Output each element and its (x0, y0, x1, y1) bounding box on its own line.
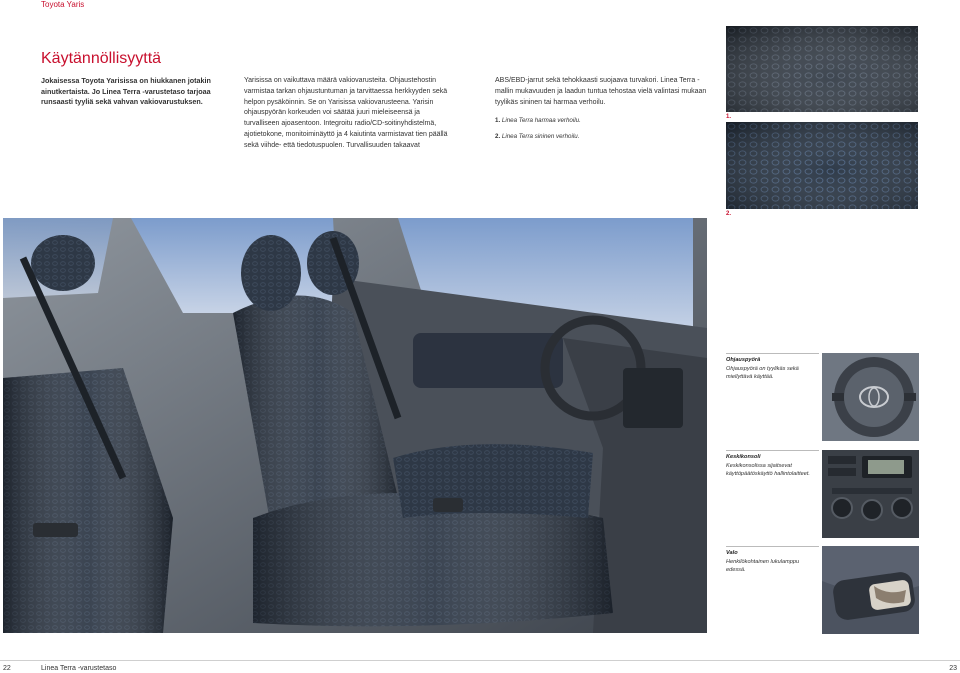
detail-console-title: Keskikonsoli (726, 454, 761, 460)
detail-steering-title: Ohjauspyörä (726, 357, 761, 363)
page-title: Käytännöllisyyttä (41, 50, 162, 67)
footer-section-name: Linea Terra -varustetaso (41, 665, 117, 672)
detail-light (726, 546, 819, 575)
fabric-captions (495, 116, 711, 141)
steering-wheel-photo (822, 353, 919, 441)
page-number-right: 23 (949, 665, 957, 672)
detail-steering (726, 353, 819, 382)
caption-2 (495, 132, 711, 141)
caption-1-num: 1. (495, 117, 501, 125)
fabric-swatch-blue (726, 122, 918, 209)
interior-photo (3, 218, 707, 633)
detail-console-text: Keskikonsolissa sijaitsevat käyttöpäätöskäyttö hallintolaitteet. (726, 462, 810, 477)
detail-console (726, 450, 819, 479)
detail-light-title: Valo (726, 550, 738, 556)
footer-rule (0, 660, 960, 661)
body-text-1: Yarisissa on vaikuttava määrä vakiovarusteita. Ohjaustehostin varmistaa tarkan ohjaustuntuman ja tarvittaessa herkkyyden sekä helpon pysäköinnin. Se on Yarisissa vakiovarusteena. Yarisin ohjauspyörän korkeuden voi säätää juuri mieleiseensä ja turvalliseen ajoasentoon. Integroitu radio/CD-soitinyhdistelmä, ajotietokone, monitoiminäyttö ja 4 kaiutinta varmistavat tien päällä sekä viihde- että tiedotuspuolen. Turvallisuuden takaavat (244, 77, 448, 149)
brand-header: Toyota Yaris (41, 0, 85, 9)
reading-light-photo (822, 546, 919, 634)
body-column-1 (244, 76, 454, 152)
caption-2-text: Linea Terra sininen verhoilu. (501, 133, 580, 141)
caption-2-num: 2. (495, 133, 501, 141)
detail-steering-text: Ohjauspyörä on tyylikäs sekä miellyttävä käyttää. (726, 365, 799, 380)
fabric-swatch-grey (726, 26, 918, 112)
caption-1 (495, 116, 711, 125)
fabric-label-1: 1. (726, 114, 732, 120)
center-console-photo (822, 450, 919, 538)
body-text-2: ABS/EBD-jarrut sekä tehokkaasti suojaava turvakori. Linea Terra -mallin mukavuuden ja laadun tuntua tehostaa vielä valintasi mukaan tyylikäs sininen tai harmaa verhoilu. (495, 77, 707, 106)
caption-1-text: Linea Terra harmaa verhoilu. (501, 117, 581, 125)
fabric-label-2: 2. (726, 211, 732, 217)
page-number-left: 22 (3, 665, 11, 672)
detail-light-text: Henkilökohtainen lukulamppu edessä. (726, 558, 800, 573)
body-column-2 (495, 76, 711, 148)
lead-paragraph: Jokaisessa Toyota Yarisissa on hiukkanen jotakin ainutkertaista. Jo Linea Terra -varustetaso tarjoaa runsaasti tyyliä sekä vahvan vakiovarustuksen. (41, 76, 211, 107)
